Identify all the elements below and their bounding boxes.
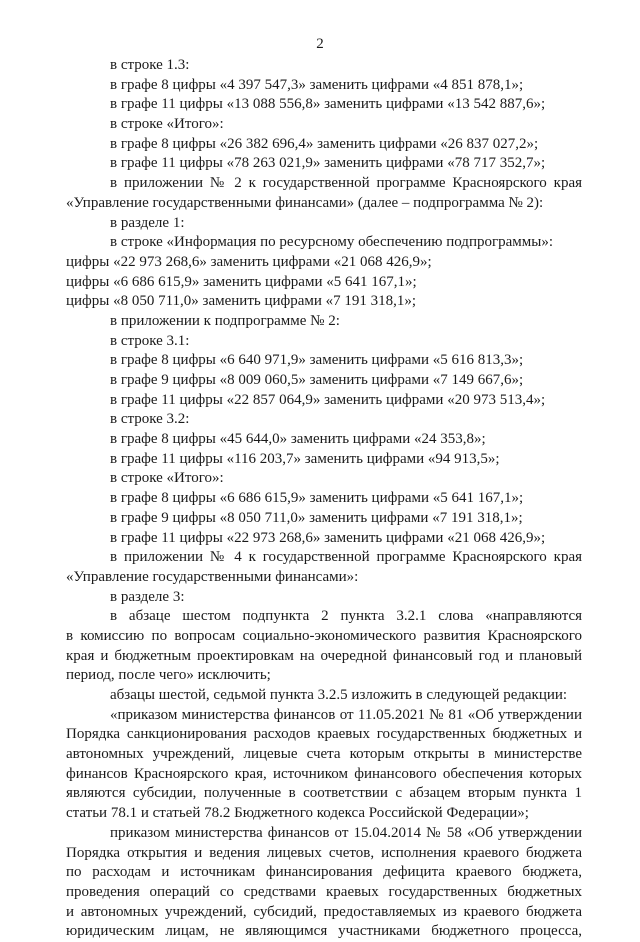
text-line: в графе 8 цифры «4 397 547,3» заменить цифрами «4 851 878,1»; [110, 76, 524, 93]
text-line: края и бюджетным проектировкам на очередной финансовый год и плановый [66, 647, 582, 664]
text-line: автономных учреждений, лицевые счета которым открыты в министерстве [66, 746, 582, 763]
text-line: в графе 11 цифры «116 203,7» заменить цифрами «94 913,5»; [110, 450, 500, 467]
text-line: в графе 8 цифры «26 382 696,4» заменить цифрами «26 837 027,2»; [110, 135, 539, 152]
text-line: являются субсидии, полученные в соответствии с абзацем вторым пункта 1 [66, 785, 582, 802]
text-line: проведения операций со средствами краевых государственных бюджетных [66, 883, 582, 900]
text-line: в графе 11 цифры «13 088 556,8» заменить цифрами «13 542 887,6»; [110, 96, 546, 113]
text-line: Порядка санкционирования расходов краевых государственных бюджетных и [66, 726, 582, 743]
text-line: в строке «Итого»: [110, 470, 224, 487]
text-line: абзацы шестой, седьмой пункта 3.2.5 изложить в следующей редакции: [110, 687, 568, 703]
text-line: финансов Красноярского края, источником финансового обеспечения которых [66, 765, 582, 782]
text-line: по расходам и источникам финансирования дефицита краевого бюджета, [66, 864, 582, 881]
text-line: в приложении № 2 к государственной программе Красноярского края [110, 175, 582, 192]
text-line: в абзаце шестом подпункта 2 пункта 3.2.1 слова «направляются [110, 608, 582, 625]
text-line: цифры «8 050 711,0» заменить цифрами «7 191 318,1»; [66, 293, 417, 310]
page-number: 2 [316, 36, 324, 52]
text-line: в графе 11 цифры «22 857 064,9» заменить цифрами «20 973 513,4»; [110, 391, 546, 408]
text-line: в приложении к подпрограмме № 2: [110, 312, 340, 329]
text-line: в строке «Итого»: [110, 116, 224, 133]
text-line: в строке 3.2: [110, 411, 190, 428]
text-line: в графе 8 цифры «45 644,0» заменить цифрами «24 353,8»; [110, 431, 486, 448]
text-line: приказом министерства финансов от 15.04.2014 № 58 «Об утверждении [110, 824, 582, 841]
text-line: «Управление государственными финансами» (далее – подпрограмма № 2): [66, 194, 544, 211]
text-line: в строке 3.1: [110, 332, 190, 349]
text-line: в строке 1.3: [110, 57, 190, 73]
text-line: в графе 11 цифры «22 973 268,6» заменить цифрами «21 068 426,9»; [110, 529, 546, 546]
text-line: «приказом министерства финансов от 11.05.2021 № 81 «Об утверждении [110, 706, 582, 723]
text-line: цифры «6 686 615,9» заменить цифрами «5 641 167,1»; [66, 273, 417, 290]
text-line: в комиссию по вопросам социально-экономического развития Красноярского [66, 627, 582, 644]
text-line: и автономных учреждений, субсидий, предоставляемых из краевого бюджета [66, 903, 582, 920]
text-line: в графе 8 цифры «6 686 615,9» заменить цифрами «5 641 167,1»; [110, 490, 524, 507]
text-line: в графе 9 цифры «8 050 711,0» заменить цифрами «7 191 318,1»; [110, 509, 523, 526]
text-line: в разделе 3: [110, 588, 185, 605]
text-line: «Управление государственными финансами»: [66, 568, 359, 585]
text-line: в графе 8 цифры «6 640 971,9» заменить цифрами «5 616 813,3»; [110, 352, 524, 369]
text-line: в приложении № 4 к государственной программе Красноярского края [110, 549, 582, 566]
text-line: период, после чего» исключить; [66, 667, 271, 684]
text-line: цифры «22 973 268,6» заменить цифрами «21 068 426,9»; [66, 253, 432, 270]
text-line: в строке «Информация по ресурсному обеспечению подпрограммы»: [110, 234, 554, 251]
document-body [66, 56, 582, 942]
text-line: в разделе 1: [110, 214, 185, 231]
text-line: в графе 9 цифры «8 009 060,5» заменить цифрами «7 149 667,6»; [110, 372, 524, 388]
text-line: Порядка открытия и ведения лицевых счетов, исполнения краевого бюджета [66, 844, 582, 861]
text-line: в графе 11 цифры «78 263 021,9» заменить цифрами «78 717 352,7»; [110, 155, 546, 172]
text-line: юридическим лицам, не являющимся участниками бюджетного процесса, [66, 923, 582, 940]
text-line: статьи 78.1 и статьей 78.2 Бюджетного кодекса Российской Федерации»; [66, 805, 529, 822]
